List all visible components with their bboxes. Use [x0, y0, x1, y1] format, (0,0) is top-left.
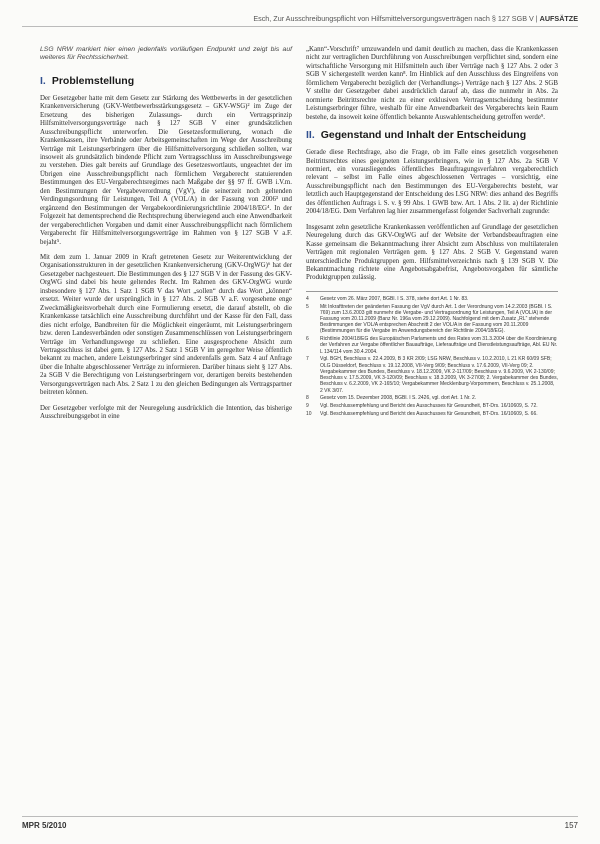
footnote-number: 5 [306, 303, 309, 310]
section-2-paragraph: Insgesamt zehn gesetzliche Krankenkassen veröffentlichen auf Grundlage der gesetzlichen Neuregelung durch das GKV-OrgWG auf der Website der Verbandsbeauftragten eine Kasse gemeinsam die Bekanntmachung ihrer Absicht zum Abschluss von multilateralen Verträgen mit regionalen Verträgen gem. § 127 Abs. 2 SGB V. Gegenstand waren unterschiedliche Produktgruppen gem. Hilfsmittelverzeichnis nach § 139 SGB V. Die Bekanntmachung richtete eine Angebotsabgabefrist, Angebotsvorgaben für sämtliche Produktgruppen zulässig. [306, 223, 558, 282]
section-2-heading [306, 129, 558, 141]
footnotes [306, 291, 558, 417]
footnote [306, 304, 558, 335]
lead-paragraph: LSG NRW markiert hier einen jedenfalls vorläufigen Endpunkt und zeigt bis auf weiteres für Rechtssicherheit. [40, 46, 292, 62]
section-1-heading [40, 75, 292, 87]
footnote-text: Vgl. BGH, Beschluss v. 22.4.2009, B 3 KR 2/09; LSG NRW, Beschluss v. 10.2.2010, L 21 KR 60/09 SFB; OLG Düsseldorf, Beschluss v. 19.12.2008, VII-Verg 9/09; Beschluss v. 17.6.2009, VII-Verg 09; 2. Vergabekammer des Bundes, Beschluss v. 18.12.2009, VK 2-117/09; Beschluss v. 9.6.2009, VK 2-130/09; Beschluss v. 17.5.2009, VK 3-120/09; Beschluss v. 18.3.2009, VK 3-27/08; 2. Vergabekammer des Bundes, Beschluss v. 6.2.2009, VK 2-165/10; Vergabekammer Mecklenburg-Vorpommern, Beschluss v. 25.1.2008, 2 VK 3/07. [320, 356, 559, 394]
section-1-number: I. [40, 74, 46, 87]
right-column [306, 46, 558, 419]
footnote-text: Mit Inkrafttreten der geänderten Fassung der VgV durch Art. 1 der Verordnung vom 14.2.2003 (BGBl. I S. 769) zum 13.6.2003 gilt nunmehr die Vergabe- und Vertragsordnung für Leistungen, Teil A (VOL/A) in der Fassung vom 20.11.2009 (Banz Nr. 196a vom 29.12.2009). Nachfolgend mit dem Zusatz „RL“ stehende Bestimmungen der VOL/A entsprechen Abschnitt 2 der VOL/A in der Fassung vom 20.11.2009 (Bestimmungen für die Vergabe im Anwendungsbereich der Richtlinie 2004/18/EG). [320, 303, 553, 335]
section-1-paragraph: Der Gesetzgeber hatte mit dem Gesetz zur Stärkung des Wettbewerbs in der gesetzlichen Krankenversicherung (GKV-Wettbewerbsstärkungsgesetz – GKV-WSG)² im Zuge der Ersetzung des bisherigen Zulassungs- durch ein Vertragsprinzip Hilfsmittelversorgungsverträge nach § 127 SGB V einer grundsätzlichen Ausschreibungspflicht unterworfen. Die Gesetzesformulierung, wonach die Krankenkassen, ihre Verbände oder Arbeitsgemeinschaften im Wege der Ausschreibung Verträge mit Leistungserbringern über die Hilfsmittelversorgung schließen sollten, war insoweit als grundsätzlich bindende Pflicht zum Vertragsschluss im Ausschreibungswege zu verstehen. Dies galt bereits auf Grundlage des Gesetzeswortlauts, ungeachtet der im Übrigen eine Ausschreibungspflicht nach förmlichem Vergaberecht statuierenden Bestimmungen des EU-Vergaberechtsregimes nach Maßgabe der §§ 97 ff. GWB i.V.m. den Bestimmungen der Vergabeverordnung (VgV), die seinerzeit noch geltenden Verdingungsordnung für Leistungen, Teil A (VOL/A) in der Fassung von 2006³ und ergänzend den Bestimmungen der Vergabekoordinierungsrichtlinie 2004/18/EG⁴. In der Folgezeit hat dementsprechend die Rechtsprechung überwiegend auch eine Anwendbarkeit der vergaberechtlichen Vorgaben und damit einer Ausschreibungspflicht nach förmlichem Vergaberecht für Hilfsmittelversorgungsverträge im Rahmen von § 127 SGB V a.F. bejaht⁵. [40, 94, 292, 246]
footnote-number: 8 [306, 395, 309, 402]
footnote [306, 336, 558, 355]
header-rule [22, 26, 578, 27]
footnote-number: 7 [306, 356, 309, 363]
footnote [306, 403, 558, 409]
footnote-text: Richtlinie 2004/18/EG des Europäischen Parlaments und des Rates vom 31.3.2004 über die Koordinierung der Verfahren zur Vergabe öffentlicher Bauaufträge, Lieferaufträge und Dienstleistungsaufträge, Abl. EU Nr. L 134/114 vom 30.4.2004. [320, 336, 558, 355]
section-1-paragraph: Mit dem zum 1. Januar 2009 in Kraft getretenen Gesetz zur Weiterentwicklung der Organisationsstrukturen in der gesetzlichen Krankenversicherung (GKV-OrgWG)⁶ hat der Gesetzgeber nachgesteuert. Die Bestimmungen des § 127 SGB V in der Fassung des GKV-OrgWG sind dabei bis heute geltendes Recht. Im Rahmen des GKV-OrgWG wurde insbesondere § 127 Abs. 1 Satz 1 SGB V das Wort „sollen“ durch das Wort „können“ ersetzt. Weiter wurde der ursprünglich in § 127 Abs. 2 SGB V a.F. vorgesehene enge Zweckmäßigkeitsvorbehalt durch eine Formulierung ersetzt, die darauf abstellt, ob die Krankenkasse tatsächlich eine Ausschreibung durchführt und der Kasse für den Fall, dass dies nicht erfolge, Bandbreiten für die Möglichkeit eingeräumt, mit Leistungserbringern bzw. deren Landesverbänden oder sonstigen Zusammenschlüssen von Leistungserbringern Verträge im Verhandlungswege zu schließen. Eine ausgesprochene Absicht zum Vertragsschluss ist dabei gem. § 127 Abs. 2 Satz 1 SGB V im geregelter Weise öffentlich bekannt zu machen, andere Leistungserbringer sind anderenfalls gem. Satz 4 auf Anfrage über die Inhalte abgeschlossener Verträge zu informieren. Darüber hinaus sieht § 127 Abs. 2a SGB V die Berechtigung von Leistungserbringern vor, derartigen bereits bestehenden Versorgungsverträgen nach Abs. 2 Satz 1 zu den gleichen Bedingungen als Vertragspartner beitreten können. [40, 253, 292, 397]
footnote [306, 395, 558, 401]
journal-issue: MPR 5/2010 [22, 821, 67, 830]
footnote [306, 411, 558, 417]
section-2-title: Gegenstand und Inhalt der Entscheidung [320, 129, 527, 142]
footnote-text: Gesetz vom 15. Dezember 2008, BGBl. I S. 2426, vgl. dort Art. 1 Nr. 2. [320, 395, 477, 402]
footnote [306, 356, 558, 393]
footnote-number: 4 [306, 295, 309, 302]
footnote-number: 6 [306, 336, 309, 343]
section-1-paragraph: Der Gesetzgeber verfolgte mit der Neuregelung ausdrücklich die Intention, das bisherige Ausschreibungsgebot in eine [40, 404, 292, 421]
section-2-paragraph: Gerade diese Rechtsfrage, also die Frage, ob im Falle eines gesetzlich vorgesehenen Beitrittsrechtes eines geeigneten Leistungserbringers, wie in § 127 Abs. 2a SGB V normiert, ein vorausliegendes öffentliches Beauftragungsverfahren vergaberechtlich relevant – selbst im Falle eines abgeschlossenen Vertrages – vorsichtig, eine Ausschreibungspflicht nach den Bestimmungen des EU-Vergaberechts besteht, war letztlich auch Hauptgegenstand der Entscheidung des LSG NRW: dies anhand des Begriffs des öffentlichen Auftrags i. S. v. § 99 Abs. 1 GWB bzw. Art. 1 Abs. 2 lit. a) der Richtlinie 2004/18/EG. Dem Verfahren lag hier zusammengefasst folgender Sachverhalt zugrunde: [306, 149, 558, 216]
section-1-title: Problemstellung [51, 74, 135, 87]
footnote [306, 296, 558, 302]
footnote-number: 10 [306, 410, 312, 417]
running-head-separator: | [535, 14, 538, 23]
continuation-paragraph: „Kann“-Vorschrift⁷ umzuwandeln und damit deutlich zu machen, dass die Krankenkassen nicht zur vertraglichen Durchführung von Ausschreibungen verpflichtet sind, sondern eine wirtschaftliche Versorgung mit Hilfsmitteln auch über Verträge nach § 127 Abs. 2 oder 3 SGB V sichergestellt werden kann⁸. Im Hinblick auf den Ausschluss des Eingreifens von förmlichem Vergaberecht bezüglich der (Verhandlungs-) Verträge nach § 127 Abs. 2 SGB V stellte der Gesetzgeber dabei ausdrücklich darauf ab, dass die nunmehr in Abs. 2a normierte Beitrittsrechte nicht zu einer exklusiven Vertragsentscheidung bestimmter Leistungserbringer führe, weshalb für eine Anwendbarkeit des Vergaberechts kein Raum bestehe, da insoweit keine öffentlich bekannte Auswahlentscheidung getroffen werde⁹. [306, 46, 558, 121]
running-head-section: AUFSÄTZE [539, 14, 578, 23]
footnote-number: 9 [306, 403, 309, 410]
page-footer [22, 816, 578, 830]
footnote-text: Vgl. Beschlussempfehlung und Bericht des Ausschusses für Gesundheit, BT-Drs. 16/10609, S. 72. [320, 403, 538, 410]
running-head-title: Esch, Zur Ausschreibungspflicht von Hilfsmittelversorgungsverträgen nach § 127 SGB V [253, 14, 534, 23]
page-number: 157 [564, 821, 578, 830]
section-2-number: II. [306, 129, 315, 142]
footnote-text: Vgl. Beschlussempfehlung und Bericht des Ausschusses für Gesundheit, BT-Drs. 16/10609, S. 66. [320, 410, 538, 417]
left-column [40, 46, 292, 429]
footnote-text: Gesetz vom 26. März 2007, BGBl. I S. 378, siehe dort Art. 1 Nr. 83. [320, 295, 469, 302]
running-head [22, 14, 578, 23]
